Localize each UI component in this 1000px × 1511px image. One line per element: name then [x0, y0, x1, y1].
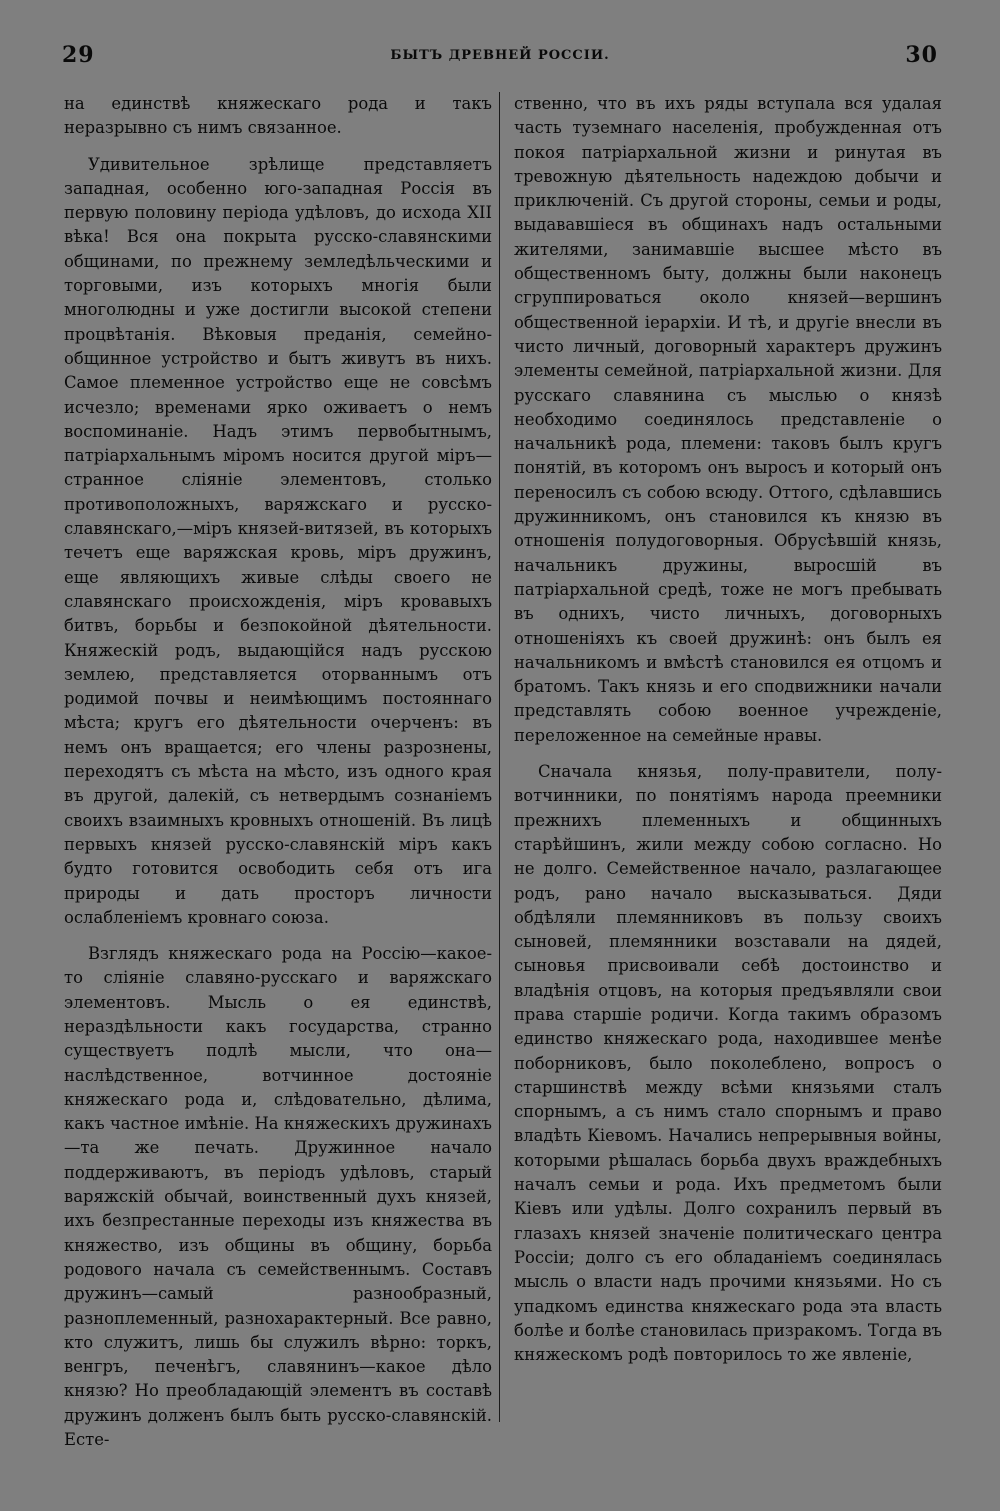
paragraph: Взглядъ княжескаго рода на Россію—какое-то сліяніе славяно-русскаго и варяжскаго элементовъ. Мысль о ея единствѣ, нераздѣльности какъ государства, странно существуетъ подлѣ мысли, что она—наслѣдственное, вотчинное достояніе княжескаго рода и, слѣдовательно, дѣлима, какъ частное имѣніе. На княжескихъ дружинахъ—та же печать. Дружинное начало поддерживаютъ, въ періодъ удѣловъ, старый варяжскій обычай, воинственный духъ князей, ихъ безпрестанные переходы изъ княжества въ княжество, изъ общины въ общину, борьба родового начала съ семейственнымъ. Составъ дружинъ—самый разнообразный, разноплеменный, разнохарактерный. Все равно, кто служитъ, лишь бы служилъ вѣрно: торкъ, венгръ, печенѣгъ, славянинъ—какое дѣло князю? Но преобладающій элементъ въ составѣ дружинъ долженъ былъ быть русско-славянскій. Есте-	[64, 944, 492, 1450]
column-divider	[499, 92, 500, 1422]
right-column	[514, 92, 942, 1367]
paragraph: на единствѣ княжескаго рода и такъ неразрывно съ нимъ связанное.	[64, 94, 492, 138]
left-column	[64, 92, 492, 1452]
page-number-left: 29	[62, 42, 95, 68]
page-number-right: 30	[905, 42, 938, 68]
paragraph: Сначала князья, полу-правители, полу-вотчинники, по понятіямъ народа преемники прежнихъ племенныхъ и общинныхъ старѣйшинъ, жили между собою согласно. Но не долго. Семейственное начало, разлагающее родъ, рано начало высказываться. Дяди обдѣляли племянниковъ въ пользу своихъ сыновей, племянники возставали на дядей, сыновья присвоивали себѣ достоинство и владѣнія отцовъ, на которыя предъявляли свои права старшіе родичи. Когда такимъ образомъ единство княжескаго рода, находившее менѣе поборниковъ, было поколеблено, вопросъ о старшинствѣ между всѣми князьями сталъ спорнымъ, а съ нимъ стало спорнымъ и право владѣть Кіевомъ. Начались непрерывныя войны, которыми рѣшалась борьба двухъ враждебныхъ началъ семьи и рода. Ихъ предметомъ были Кіевъ или удѣлы. Долго сохранилъ первый въ глазахъ князей значеніе политическаго центра Россіи; долго съ его обладаніемъ соединялась мысль о власти надъ прочими князьями. Но съ упадкомъ единства княжескаго рода эта власть болѣе и болѣе становилась призракомъ. Тогда въ княжескомъ родѣ повторилось то же явленіе,	[514, 762, 942, 1365]
paragraph: ственно, что въ ихъ ряды вступала вся удалая часть туземнаго населенія, пробужденная отъ покоя патріархальной жизни и ринутая въ тревожную дѣятельность надеждою добычи и приключеній. Съ другой стороны, семьи и роды, выдававшіеся въ общинахъ надъ остальными жителями, занимавшіе высшее мѣсто въ общественномъ быту, должны были наконецъ сгруппироваться около князей—вершинъ общественной іерархіи. И тѣ, и другіе внесли въ чисто личный, договорный характеръ дружинъ элементы семейной, патріархальной жизни. Для русскаго славянина съ мыслью о князѣ необходимо соединялось представленіе о начальникѣ рода, племени: таковъ былъ кругъ понятій, въ которомъ онъ выросъ и который онъ переносилъ съ собою всюду. Оттого, сдѣлавшись дружинникомъ, онъ становился къ князю въ отношенія полудоговорныя. Обрусѣвшій князь, начальникъ дружины, выросшій въ патріархальной средѣ, тоже не могъ пребывать въ однихъ, чисто личныхъ, договорныхъ отношеніяхъ къ своей дружинѣ: онъ былъ ея начальникомъ и вмѣстѣ становился ея отцомъ и братомъ. Такъ князь и его сподвижники начали представлять собою военное учрежденіе, переложенное на семейные нравы.	[514, 94, 942, 745]
running-title: БЫТЪ ДРЕВНЕЙ РОССІИ.	[390, 47, 610, 63]
paragraph: Удивительное зрѣлище представляетъ западная, особенно юго-западная Россія въ первую половину періода удѣловъ, до исхода XII вѣка! Вся она покрыта русско-славянскими общинами, по прежнему земледѣльческими и торговыми, изъ которыхъ многія были многолюдны и уже достигли высокой степени процвѣтанія. Вѣковыя преданія, семейно-общинное устройство и бытъ живутъ въ нихъ. Самое племенное устройство еще не совсѣмъ исчезло; временами ярко оживаетъ о немъ воспоминаніе. Надъ этимъ первобытнымъ, патріархальнымъ міромъ носится другой міръ—странное сліяніе элементовъ, столько противоположныхъ, варяжскаго и русско-славянскаго,—міръ князей-витязей, въ которыхъ течетъ еще варяжская кровь, міръ дружинъ, еще являющихъ живые слѣды своего не славянскаго происхожденія, міръ кровавыхъ битвъ, борьбы и безпокойной дѣятельности. Княжескій родъ, выдающійся надъ русскою землею, представляется оторваннымъ отъ родимой почвы и неимѣющимъ постояннаго мѣста; кругъ его дѣятельности очерченъ: въ немъ онъ вращается; его члены разрознены, переходятъ съ мѣста на мѣсто, изъ одного края въ другой, далекій, съ нетвердымъ сознаніемъ своихъ взаимныхъ кровныхъ отношеній. Въ лицѣ первыхъ князей русско-славянскій міръ какъ будто готовится освободить себя отъ ига природы и дать просторъ личности ослабленіемъ кровнаго союза.	[64, 154, 492, 927]
page-header	[62, 40, 938, 70]
